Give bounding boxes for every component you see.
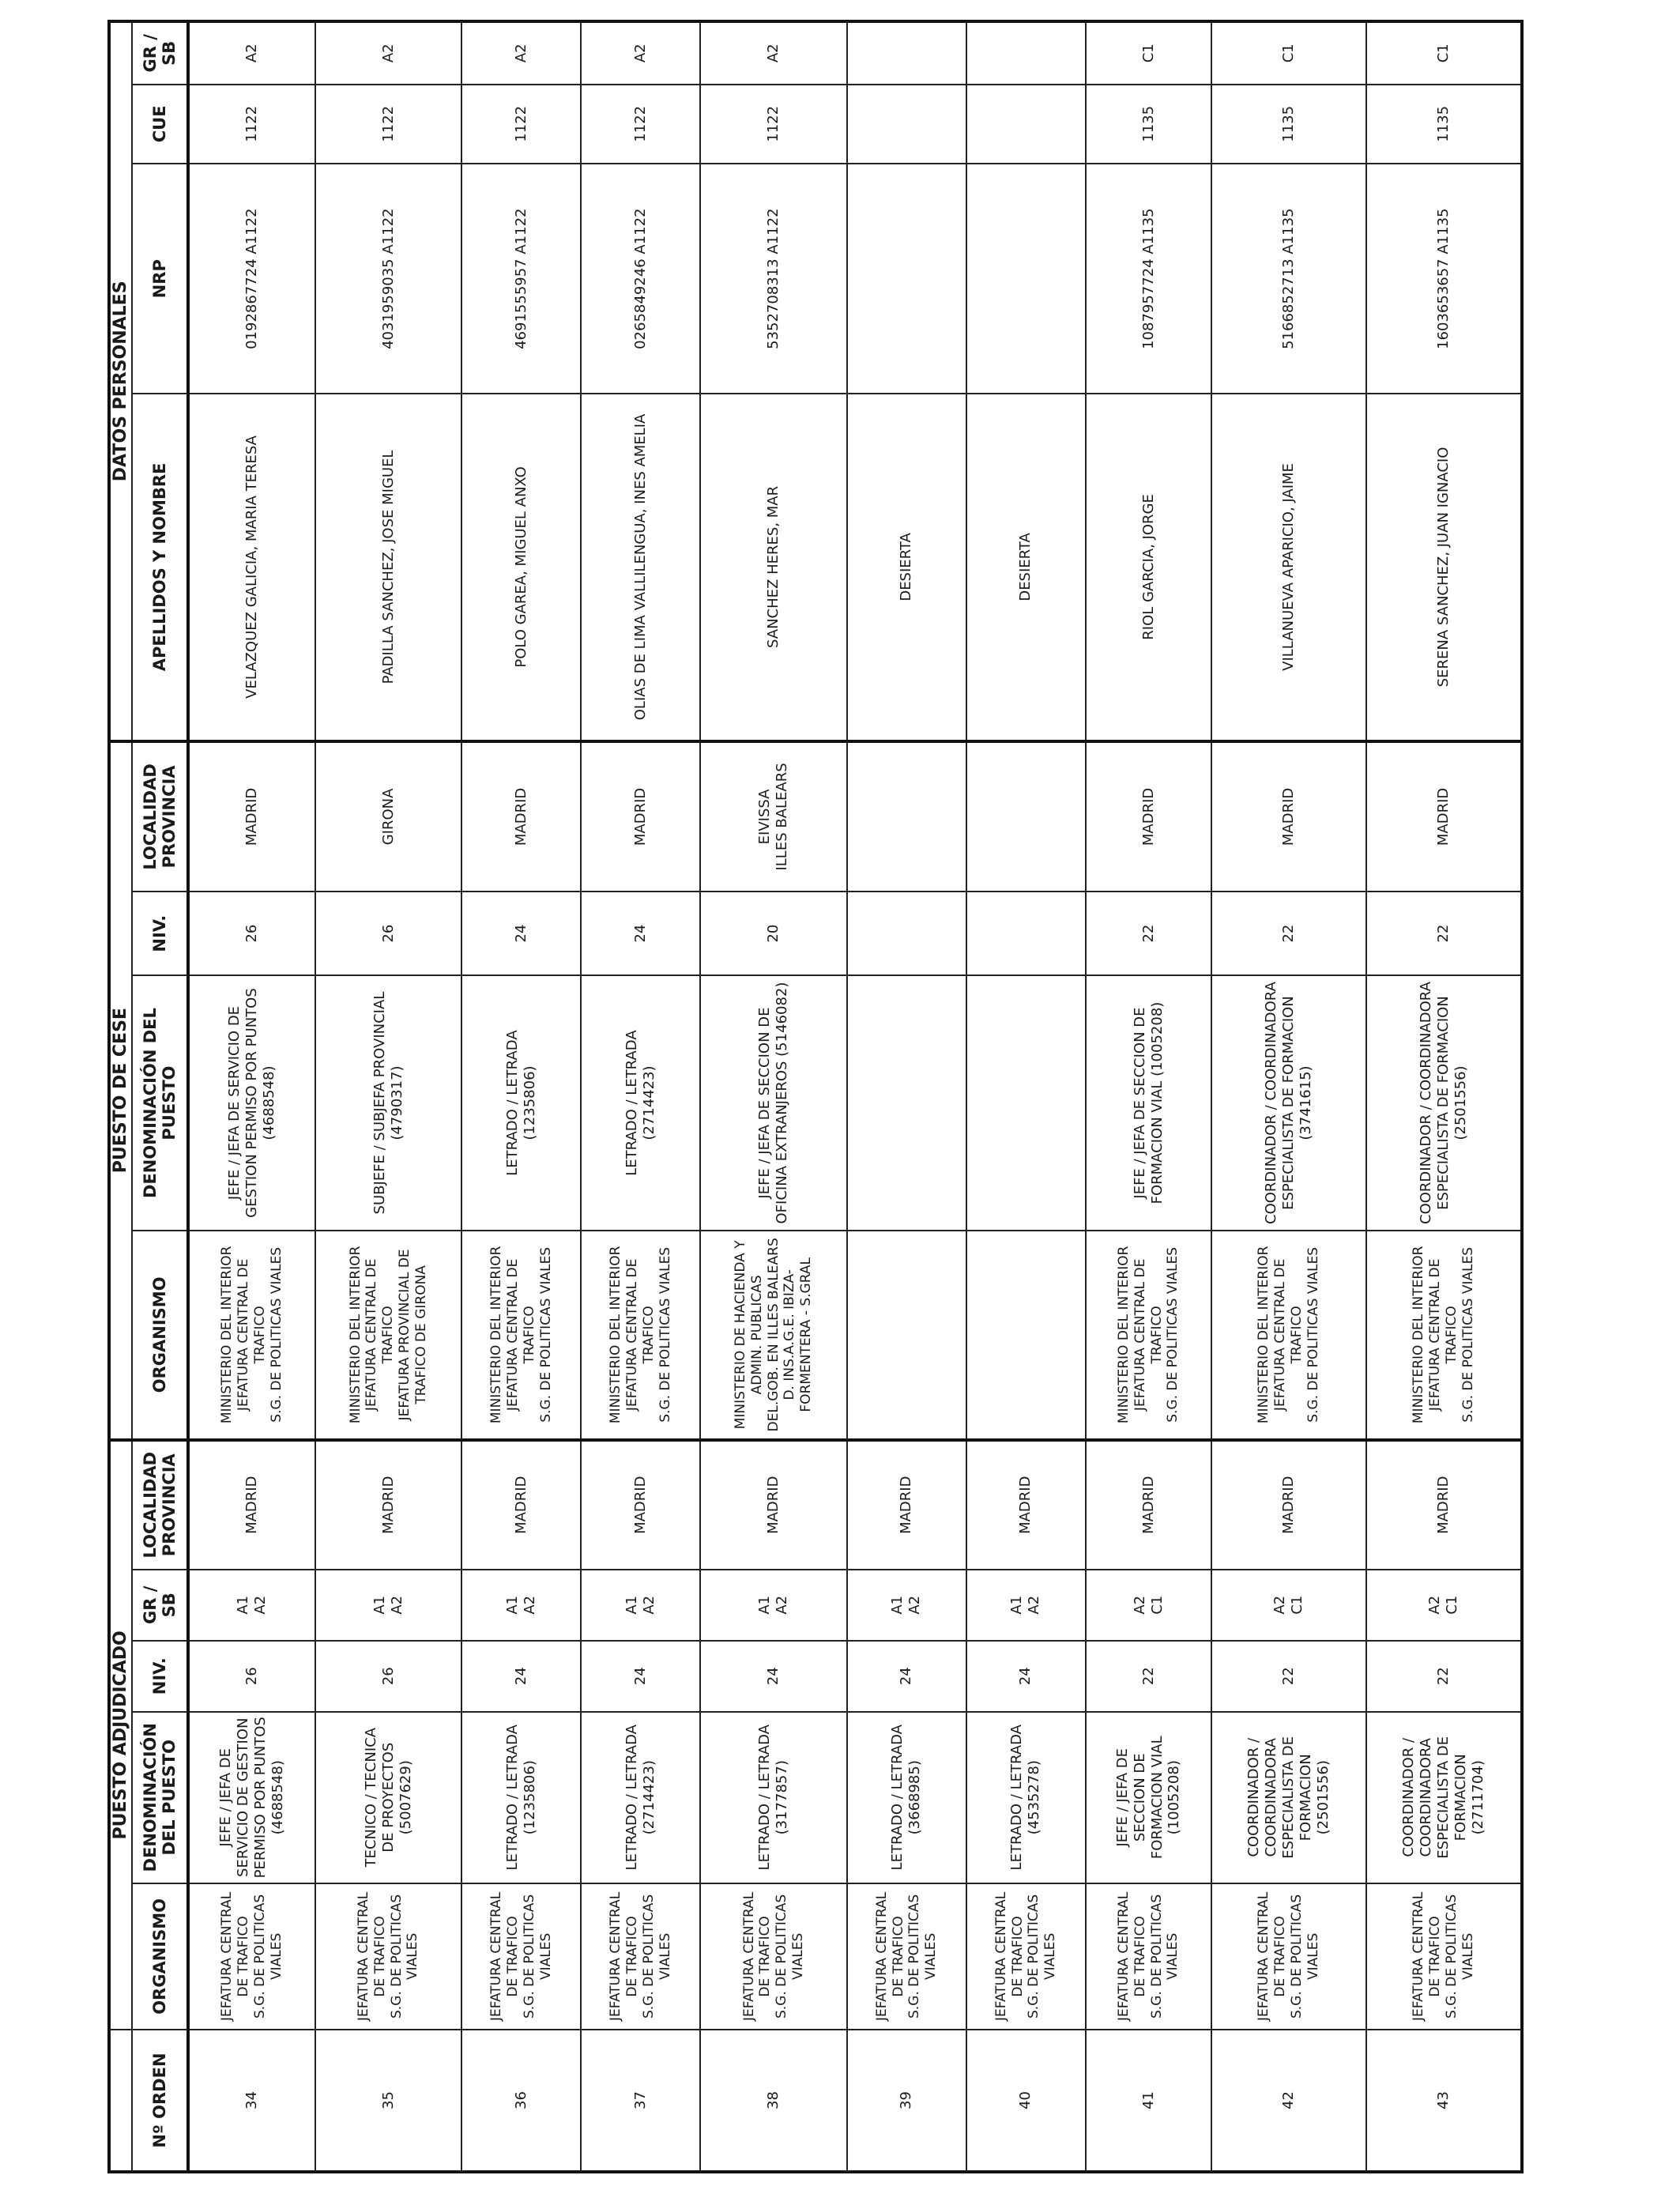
cell-cese-organismo: MINISTERIO DEL INTERIOR JEFATURA CENTRAL DE TRAFICO S.G. DE POLITICAS VIALES (1086, 1231, 1211, 1440)
cell-cese-niv: 26 (315, 892, 461, 975)
cell-orden: 37 (581, 2030, 700, 2172)
cell-adj-localidad: MADRID (847, 1440, 966, 1570)
cell-orden: 40 (966, 2030, 1086, 2172)
cell-cese-localidad: MADRID (1211, 741, 1366, 892)
cell-adj-denominacion: LETRADO / LETRADA (2714423) (581, 1712, 700, 1883)
cell-cese-localidad (847, 741, 966, 892)
cell-nrp (847, 164, 966, 394)
cell-orden: 43 (1366, 2030, 1522, 2172)
cell-cese-localidad (966, 741, 1086, 892)
cell-adj-organismo: JEFATURA CENTRAL DE TRAFICO S.G. DE POLITICAS VIALES (315, 1883, 461, 2030)
cell-adj-localidad: MADRID (581, 1440, 700, 1570)
cell-cese-denominacion: SUBJEFE / SUBJEFA PROVINCIAL (4790317) (315, 975, 461, 1231)
cell-adj-grsb: A1 A2 (847, 1570, 966, 1641)
cell-cese-niv: 22 (1366, 892, 1522, 975)
cell-apellidos: RIOL GARCIA, JORGE (1086, 394, 1211, 741)
cell-nrp: 4691555957 A1122 (461, 164, 581, 394)
col-header-apellidos: APELLIDOS Y NOMBRE (132, 394, 188, 741)
cell-adj-organismo: JEFATURA CENTRAL DE TRAFICO S.G. DE POLITICAS VIALES (700, 1883, 846, 2030)
cell-adj-organismo: JEFATURA CENTRAL DE TRAFICO S.G. DE POLITICAS VIALES (966, 1883, 1086, 2030)
col-header-adj-niv: NIV. (132, 1641, 188, 1712)
table-row (188, 21, 315, 2172)
cell-nrp: 5166852713 A1135 (1211, 164, 1366, 394)
cell-nrp (966, 164, 1086, 394)
cell-adj-localidad: MADRID (1211, 1440, 1366, 1570)
col-header-cese-niv: NIV. (132, 892, 188, 975)
cell-adj-denominacion: COORDINADOR / COORDINADORA ESPECIALISTA DE FORMACION (2711704) (1366, 1712, 1522, 1883)
cell-adj-denominacion: LETRADO / LETRADA (4535278) (966, 1712, 1086, 1883)
cell-cue: 1122 (188, 85, 315, 164)
cell-cese-niv: 24 (581, 892, 700, 975)
cell-apellidos: OLIAS DE LIMA VALLILENGUA, INES AMELIA (581, 394, 700, 741)
cell-grsb: C1 (1211, 21, 1366, 85)
cell-adj-organismo: JEFATURA CENTRAL DE TRAFICO S.G. DE POLITICAS VIALES (847, 1883, 966, 2030)
header-group-personales: DATOS PERSONALES (109, 21, 132, 741)
cell-apellidos: POLO GAREA, MIGUEL ANXO (461, 394, 581, 741)
cell-adj-niv: 24 (461, 1641, 581, 1712)
cell-adj-organismo: JEFATURA CENTRAL DE TRAFICO S.G. DE POLITICAS VIALES (581, 1883, 700, 2030)
cell-adj-niv: 26 (315, 1641, 461, 1712)
cell-adj-denominacion: LETRADO / LETRADA (3177857) (700, 1712, 846, 1883)
cell-adj-denominacion: TECNICO / TECNICA DE PROYECTOS (5007629) (315, 1712, 461, 1883)
cell-cese-organismo: MINISTERIO DEL INTERIOR JEFATURA CENTRAL DE TRAFICO S.G. DE POLITICAS VIALES (1366, 1231, 1522, 1440)
header-group-row (109, 21, 132, 2172)
col-header-orden: Nº ORDEN (132, 2030, 188, 2172)
cell-grsb: A2 (581, 21, 700, 85)
col-header-cese-organismo: ORGANISMO (132, 1231, 188, 1440)
cell-cese-niv (966, 892, 1086, 975)
cell-cese-niv: 24 (461, 892, 581, 975)
cell-cese-organismo (847, 1231, 966, 1440)
cell-adj-niv: 22 (1211, 1641, 1366, 1712)
col-header-cese-denominacion: DENOMINACIÓN DEL PUESTO (132, 975, 188, 1231)
cell-cese-organismo: MINISTERIO DE HACIENDA Y ADMIN. PUBLICAS DEL.GOB. EN ILLES BALEARS D. INS.A.G.E. IBIZA-FORMENTERA - S.GRAL (700, 1231, 846, 1440)
cell-adj-organismo: JEFATURA CENTRAL DE TRAFICO S.G. DE POLITICAS VIALES (188, 1883, 315, 2030)
cell-cese-denominacion (847, 975, 966, 1231)
cell-grsb: C1 (1366, 21, 1522, 85)
cell-adj-localidad: MADRID (188, 1440, 315, 1570)
cell-cue (847, 85, 966, 164)
cell-cue (966, 85, 1086, 164)
header-column-row (132, 21, 188, 2172)
cell-adj-grsb: A2 C1 (1366, 1570, 1522, 1641)
cell-cese-denominacion: COORDINADOR / COORDINADORA ESPECIALISTA DE FORMACION (2501556) (1366, 975, 1522, 1231)
cell-adj-grsb: A1 A2 (461, 1570, 581, 1641)
cell-cue: 1135 (1086, 85, 1211, 164)
cell-apellidos: VILLANUEVA APARICIO, JAIME (1211, 394, 1366, 741)
table-row (966, 21, 1086, 2172)
col-header-adj-organismo: ORGANISMO (132, 1883, 188, 2030)
cell-nrp: 1087957724 A1135 (1086, 164, 1211, 394)
table-row (1211, 21, 1366, 2172)
cell-grsb: A2 (700, 21, 846, 85)
cell-cese-denominacion: COORDINADOR / COORDINADORA ESPECIALISTA DE FORMACION (3741615) (1211, 975, 1366, 1231)
cell-orden: 42 (1211, 2030, 1366, 2172)
cell-apellidos: PADILLA SANCHEZ, JOSE MIGUEL (315, 394, 461, 741)
cell-adj-niv: 24 (700, 1641, 846, 1712)
cell-nrp: 5352708313 A1122 (700, 164, 846, 394)
col-header-cue: CUE (132, 85, 188, 164)
cell-nrp: 4031959035 A1122 (315, 164, 461, 394)
cell-cese-niv: 22 (1086, 892, 1211, 975)
cell-adj-grsb: A1 A2 (315, 1570, 461, 1641)
cell-adj-grsb: A1 A2 (581, 1570, 700, 1641)
cell-adj-localidad: MADRID (700, 1440, 846, 1570)
cell-grsb (847, 21, 966, 85)
cell-cese-denominacion: JEFE / JEFA DE SERVICIO DE GESTION PERMISO POR PUNTOS (4688548) (188, 975, 315, 1231)
cell-adj-organismo: JEFATURA CENTRAL DE TRAFICO S.G. DE POLITICAS VIALES (1366, 1883, 1522, 2030)
cell-cese-niv: 20 (700, 892, 846, 975)
cell-cese-organismo: MINISTERIO DEL INTERIOR JEFATURA CENTRAL DE TRAFICO S.G. DE POLITICAS VIALES (581, 1231, 700, 1440)
cell-adj-localidad: MADRID (461, 1440, 581, 1570)
cell-cese-denominacion (966, 975, 1086, 1231)
cell-adj-grsb: A1 A2 (700, 1570, 846, 1641)
cell-cese-localidad: MADRID (188, 741, 315, 892)
cell-adj-denominacion: COORDINADOR / COORDINADORA ESPECIALISTA DE FORMACION (2501556) (1211, 1712, 1366, 1883)
cell-adj-localidad: MADRID (966, 1440, 1086, 1570)
table-row (1366, 21, 1522, 2172)
cell-adj-organismo: JEFATURA CENTRAL DE TRAFICO S.G. DE POLITICAS VIALES (1086, 1883, 1211, 2030)
cell-cese-denominacion: LETRADO / LETRADA (2714423) (581, 975, 700, 1231)
cell-apellidos: SERENA SANCHEZ, JUAN IGNACIO (1366, 394, 1522, 741)
cell-cese-localidad: GIRONA (315, 741, 461, 892)
cell-adj-organismo: JEFATURA CENTRAL DE TRAFICO S.G. DE POLITICAS VIALES (461, 1883, 581, 2030)
cell-adj-denominacion: JEFE / JEFA DE SECCION DE FORMACION VIAL (1005208) (1086, 1712, 1211, 1883)
col-header-grsb: GR / SB (132, 21, 188, 85)
cell-cese-denominacion: JEFE / JEFA DE SECCION DE OFICINA EXTRANJEROS (5146082) (700, 975, 846, 1231)
cell-cue: 1122 (461, 85, 581, 164)
table-body (188, 21, 1522, 2172)
cell-cue: 1122 (315, 85, 461, 164)
cell-adj-localidad: MADRID (1366, 1440, 1522, 1570)
cell-adj-niv: 22 (1366, 1641, 1522, 1712)
header-group-cese: PUESTO DE CESE (109, 741, 132, 1440)
cell-adj-denominacion: JEFE / JEFA DE SERVICIO DE GESTION PERMISO POR PUNTOS (4688548) (188, 1712, 315, 1883)
col-header-adj-grsb: GR / SB (132, 1570, 188, 1641)
table-row (315, 21, 461, 2172)
assignment-table (107, 20, 1524, 2173)
cell-cese-organismo: MINISTERIO DEL INTERIOR JEFATURA CENTRAL DE TRAFICO S.G. DE POLITICAS VIALES (1211, 1231, 1366, 1440)
cell-nrp: 1603653657 A1135 (1366, 164, 1522, 394)
cell-adj-grsb: A2 C1 (1211, 1570, 1366, 1641)
table-row (581, 21, 700, 2172)
cell-orden: 41 (1086, 2030, 1211, 2172)
cell-nrp: 0192867724 A1122 (188, 164, 315, 394)
cell-cese-localidad: MADRID (1086, 741, 1211, 892)
cell-grsb: C1 (1086, 21, 1211, 85)
cell-adj-niv: 24 (966, 1641, 1086, 1712)
cell-adj-niv: 24 (581, 1641, 700, 1712)
cell-cese-niv: 26 (188, 892, 315, 975)
cell-adj-denominacion: LETRADO / LETRADA (1235806) (461, 1712, 581, 1883)
cell-apellidos: DESIERTA (847, 394, 966, 741)
table-row (847, 21, 966, 2172)
col-header-adj-denominacion: DENOMINACIÓN DEL PUESTO (132, 1712, 188, 1883)
cell-cue: 1135 (1211, 85, 1366, 164)
cell-cese-localidad: MADRID (581, 741, 700, 892)
table-row (1086, 21, 1211, 2172)
cell-adj-denominacion: LETRADO / LETRADA (3668985) (847, 1712, 966, 1883)
cell-orden: 38 (700, 2030, 846, 2172)
cell-cese-organismo (966, 1231, 1086, 1440)
cell-apellidos: VELAZQUEZ GALICIA, MARIA TERESA (188, 394, 315, 741)
col-header-adj-localidad: LOCALIDAD PROVINCIA (132, 1440, 188, 1570)
cell-orden: 34 (188, 2030, 315, 2172)
cell-cese-denominacion: JEFE / JEFA DE SECCION DE FORMACION VIAL (1005208) (1086, 975, 1211, 1231)
cell-cese-niv (847, 892, 966, 975)
cell-cese-localidad: MADRID (1366, 741, 1522, 892)
table-row (461, 21, 581, 2172)
cell-cese-organismo: MINISTERIO DEL INTERIOR JEFATURA CENTRAL DE TRAFICO S.G. DE POLITICAS VIALES (188, 1231, 315, 1440)
cell-adj-grsb: A2 C1 (1086, 1570, 1211, 1641)
cell-adj-localidad: MADRID (1086, 1440, 1211, 1570)
table-row (700, 21, 846, 2172)
cell-adj-niv: 24 (847, 1641, 966, 1712)
cell-cese-denominacion: LETRADO / LETRADA (1235806) (461, 975, 581, 1231)
cell-apellidos: DESIERTA (966, 394, 1086, 741)
header-blank (109, 2030, 132, 2172)
cell-cue: 1122 (581, 85, 700, 164)
cell-adj-grsb: A1 A2 (966, 1570, 1086, 1641)
cell-adj-grsb: A1 A2 (188, 1570, 315, 1641)
header-group-adjudicado: PUESTO ADJUDICADO (109, 1440, 132, 2030)
cell-grsb: A2 (315, 21, 461, 85)
cell-cese-localidad: MADRID (461, 741, 581, 892)
cell-grsb (966, 21, 1086, 85)
col-header-cese-localidad: LOCALIDAD PROVINCIA (132, 741, 188, 892)
col-header-nrp: NRP (132, 164, 188, 394)
cell-cese-organismo: MINISTERIO DEL INTERIOR JEFATURA CENTRAL DE TRAFICO JEFATURA PROVINCIAL DE TRAFICO DE GIRONA (315, 1231, 461, 1440)
cell-cue: 1122 (700, 85, 846, 164)
cell-adj-organismo: JEFATURA CENTRAL DE TRAFICO S.G. DE POLITICAS VIALES (1211, 1883, 1366, 2030)
cell-apellidos: SANCHEZ HERES, MAR (700, 394, 846, 741)
cell-adj-niv: 22 (1086, 1641, 1211, 1712)
cell-cese-organismo: MINISTERIO DEL INTERIOR JEFATURA CENTRAL DE TRAFICO S.G. DE POLITICAS VIALES (461, 1231, 581, 1440)
cell-adj-niv: 26 (188, 1641, 315, 1712)
cell-orden: 35 (315, 2030, 461, 2172)
cell-orden: 36 (461, 2030, 581, 2172)
cell-adj-localidad: MADRID (315, 1440, 461, 1570)
cell-cue: 1135 (1366, 85, 1522, 164)
cell-cese-localidad: EIVISSA ILLES BALEARS (700, 741, 846, 892)
cell-orden: 39 (847, 2030, 966, 2172)
cell-nrp: 0265849246 A1122 (581, 164, 700, 394)
cell-grsb: A2 (461, 21, 581, 85)
cell-grsb: A2 (188, 21, 315, 85)
cell-cese-niv: 22 (1211, 892, 1366, 975)
